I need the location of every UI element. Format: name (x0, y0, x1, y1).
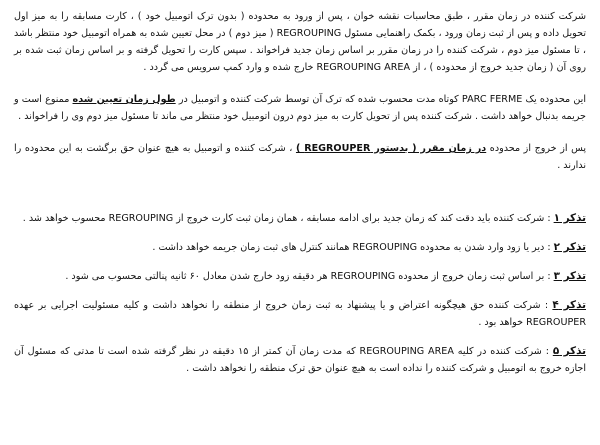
paragraph-exit-rule (14, 140, 586, 174)
note-separator: : (541, 346, 553, 357)
note-label: تذکر ۴ (552, 299, 586, 311)
note-text: شرکت کننده حق هیچگونه اعتراض و یا پیشنهاد به ثبت زمان خروج از منطقه را نخواهد داشت و کلیه مسئولیت اجرایی بر عهده REGROUPER خواهد بود . (14, 300, 586, 328)
note-2 (14, 239, 586, 256)
paragraph-regrouping-procedure (14, 8, 586, 76)
note-5 (14, 343, 586, 377)
note-label: تذکر ۳ (553, 270, 586, 282)
note-4 (14, 297, 586, 331)
note-label: تذکر ۲ (553, 241, 586, 253)
paragraph-text: شرکت کننده در زمان مقرر ، طبق محاسبات نقشه خوان ، پس از ورود به محدوده ( بدون ترک اتومبیل خود ) ، کارت مسابقه را به میز اول تحویل داده و پس از ثبت زمان ورود ، بکمک راهنمایی مسئول REGROUPING ( میز دوم ) در محل تعیین شده به همراه اتومبیل خود منتظر باشد ، تا مسئول میز دوم ، شرکت کننده را در زمان مقرر بر اساس زمان جدید فراخواند . سپس کارت را تحویل گرفته و بر اساس زمان ثبت شده بر روی آن ( زمان جدید خروج از محدوده ) ، از REGROUPING AREA خارج شده و وارد کمپ سرویس می گردد . (14, 11, 586, 73)
emphasis-scheduled-time: در زمان مقرر ( بدستور REGROUPER ) (295, 143, 487, 154)
notes-list (14, 210, 586, 377)
note-text: شرکت کننده باید دقت کند که زمان جدید برای ادامه مسابقه ، همان زمان ثبت کارت خروج از REGROUPING محسوب خواهد شد . (22, 213, 545, 224)
note-separator: : (544, 213, 554, 224)
note-separator: : (540, 300, 553, 311)
note-text: شرکت کننده در کلیه REGROUPING AREA که مدت زمان آن کمتر از ۱۵ دقیقه در نظر گرفته شده است تا مدتی که مسئول آن اجازه خروج به اتومبیل و شرکت کننده را نداده است به هیچ عنوان حق ترک منطقه را نخواهد داشت . (14, 346, 586, 374)
paragraph-text-before: پس از خروج از محدوده (486, 143, 586, 154)
note-label: تذکر ۱ (553, 212, 586, 224)
paragraph-text-after: ممنوع است و جریمه بدنبال خواهد داشت . شرکت کننده پس از تحویل کارت به میز دوم درون اتومبیل خود منتظر می ماند تا مسئول میز دوم وی را فراخواند . (14, 94, 586, 122)
emphasis-time-period: طول زمان تعیین شده (72, 94, 176, 105)
note-1 (14, 210, 586, 227)
paragraph-text-before: این محدوده یک PARC FERME کوتاه مدت محسوب شده که ترک آن توسط شرکت کننده و اتومبیل در (175, 94, 587, 105)
note-separator: : (544, 271, 554, 282)
paragraph-parc-ferme (14, 91, 586, 125)
paragraph-text-after: ، شرکت کننده و اتومبیل به هیچ عنوان حق برگشت به این محدوده را ندارند . (14, 143, 586, 171)
note-text: بر اساس ثبت زمان خروج از محدوده REGROUPING هر دقیقه زود خارج شدن معادل ۶۰ ثانیه پنالتی محسوب می شود . (65, 271, 545, 282)
note-separator: : (544, 242, 554, 253)
note-label: تذکر ۵ (552, 345, 587, 357)
note-text: دیر یا زود وارد شدن به محدوده REGROUPING همانند کنترل های ثبت زمان جریمه خواهد داشت . (152, 242, 545, 253)
note-3 (14, 268, 586, 285)
